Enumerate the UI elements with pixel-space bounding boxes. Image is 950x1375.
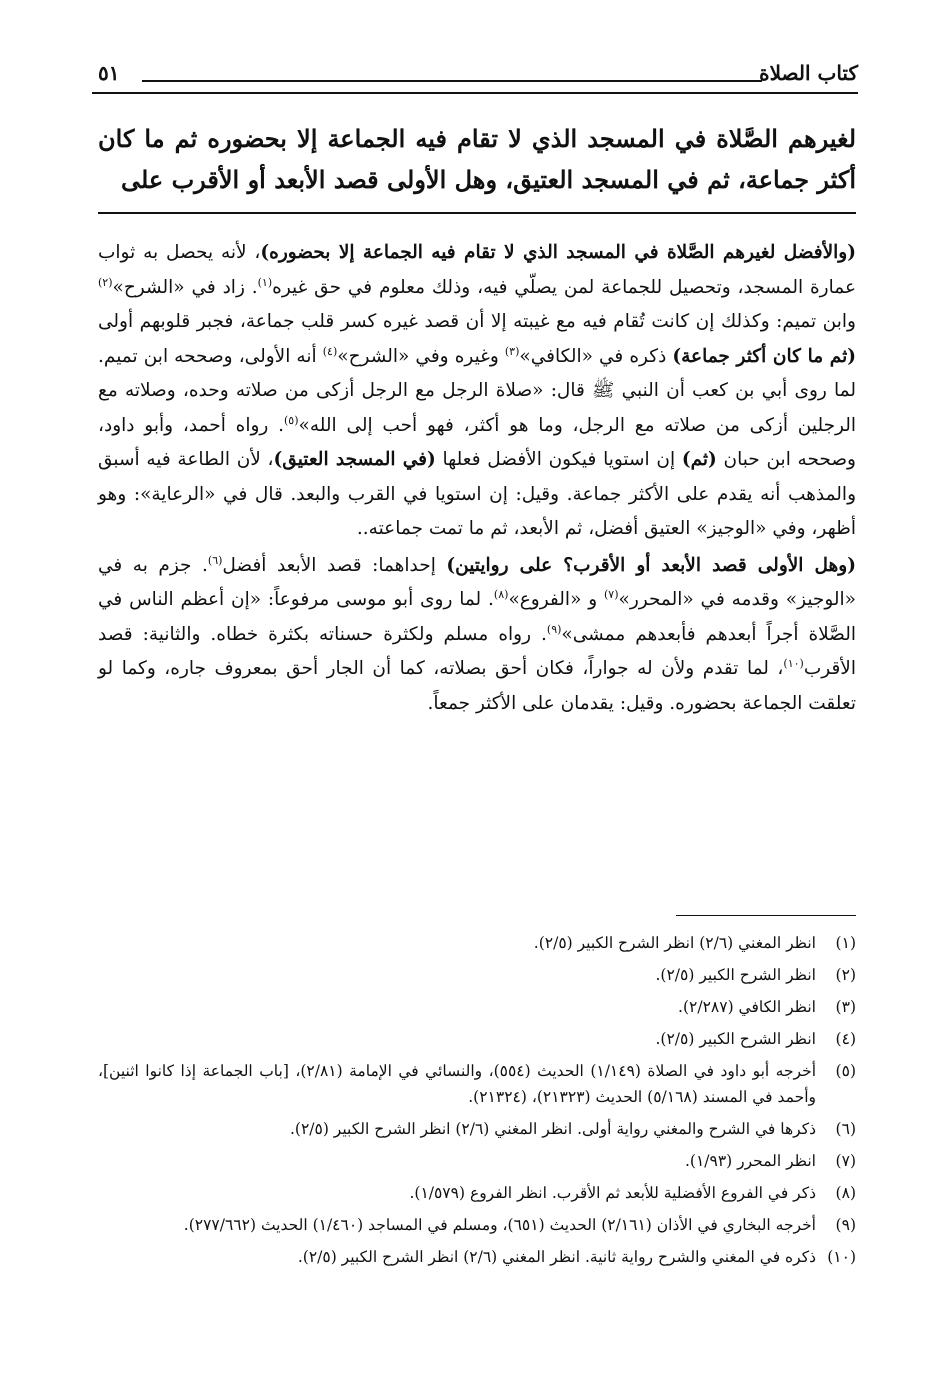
commentary-text: . رواه أحمد، وأبو داود، وصححه ابن حبان	[98, 414, 856, 470]
footnote-text: انظر الكافي (٢/٢٨٧).	[678, 998, 816, 1016]
commentary-text: ، لأن الطاعة فيه أسبق والمذهب أنه يقدم على الأكثر جماعة. وقيل: إن استويا في القرب والبعد. قال في «الرعاية»: وهو أظهر، وفي «الوجيز» العتيق أفضل، ثم الأبعد، ثم ما تمت جماعته..	[98, 449, 856, 539]
footnote-number: (٧)	[835, 1152, 856, 1170]
chapter-title: كتاب الصلاة	[759, 61, 858, 85]
footnote-number: (٤)	[835, 1030, 856, 1048]
running-header	[92, 58, 858, 92]
commentary-text: وابن تميم: وكذلك إن كانت تُقام فيه مع غيبته إلا أن قصد غيره كسر قلب جماعة، فجبر قلوبهم أولى	[98, 311, 856, 332]
footnote-text: أخرجه أبو داود في الصلاة (١/١٤٩) الحديث (٥٥٤)، والنسائي في الإمامة (٢/٨١)، [باب الجماعة إذا كانوا اثنين]، وأحمد في المسند (٥/١٦٨) الحديث (٢١٣٢٣)، (٢١٣٢٤).	[98, 1062, 816, 1106]
commentary-text: ذكره في «الكافي»	[519, 345, 673, 367]
matn-text: لغيرهم الصَّلاة في المسجد الذي لا تقام فيه الجماعة إلا بحضوره ثم ما كان أكثر جماعة، ثم في المسجد العتيق، وهل الأولى قصد الأبعد أو الأقرب على	[98, 124, 857, 194]
footnote-text: ذكرها في الشرح والمغني رواية أولى. انظر المغني (٢/٦) انظر الشرح الكبير (٢/٥).	[289, 1120, 816, 1138]
footnote-number: (٣)	[835, 998, 856, 1016]
footnote-number: (٢)	[835, 966, 856, 984]
footnote-ref[interactable]: (٢)	[98, 275, 113, 289]
footnote-separator	[676, 915, 856, 916]
footnote	[98, 994, 856, 1020]
matn-quote: (ثم ما كان أكثر جماعة)	[672, 345, 856, 367]
footnote-number: (٦)	[835, 1120, 856, 1138]
footnote	[98, 1148, 856, 1174]
footnote-text: ذكره في المغني والشرح رواية ثانية. انظر المغني (٢/٦) انظر الشرح الكبير (٢/٥).	[297, 1248, 816, 1266]
footnote-ref[interactable]: (٦)	[207, 553, 223, 567]
commentary-text: وغيره وفي «الشرح»	[337, 345, 505, 367]
footnote-ref[interactable]: (١٠)	[783, 656, 804, 670]
commentary-text: . زاد في «الشرح»	[112, 276, 258, 298]
footnote-text: انظر الشرح الكبير (٢/٥).	[655, 1030, 816, 1048]
footnote	[98, 930, 856, 956]
commentary-text: إن استويا فيكون الأفضل فعلها	[435, 449, 682, 470]
footnote-number: (١)	[835, 934, 856, 952]
footnote-ref[interactable]: (٨)	[493, 587, 509, 601]
footnote	[98, 1058, 856, 1110]
footnote-number: (٥)	[835, 1062, 856, 1080]
commentary-text: أنه الأولى، وصححه ابن تميم. لما روى أبي بن كعب أن النبي ﷺ قال: «صلاة الرجل مع الرجل أزكى من صلاته وحده، وصلاته مع الرجلين أزكى من صلاته مع الرجل، وما هو أكثر، فهو أحب إلى الله»	[98, 345, 856, 436]
footnote-ref[interactable]: (٤)	[322, 344, 338, 358]
commentary-text: إحداهما: قصد الأبعد أفضل	[222, 554, 447, 576]
header-rule	[142, 80, 762, 82]
footnote	[98, 1180, 856, 1206]
footnote-number: (٨)	[835, 1184, 856, 1202]
footnote	[98, 962, 856, 988]
footnote-ref[interactable]: (١)	[257, 275, 273, 289]
commentary-text: . رواه مسلم ولكثرة حسناته بكثرة خطاه. والثانية: قصد الأقرب	[98, 623, 856, 679]
matn-quote: (والأفضل لغيرهم الصَّلاة في المسجد الذي لا تقام فيه الجماعة إلا بحضوره)	[260, 242, 856, 263]
footnote-number: (١٠)	[827, 1248, 856, 1266]
commentary-paragraph-1	[98, 236, 856, 547]
commentary-text: . جزم به في «الوجيز» وقدمه في «المحرر»	[98, 554, 856, 610]
matn-quote: (وهل الأولى قصد الأبعد أو الأقرب؟ على روايتين)	[446, 554, 856, 576]
footnote-text: انظر المحرر (١/٩٣).	[684, 1152, 816, 1170]
footnote-ref[interactable]: (٧)	[604, 587, 619, 601]
commentary-text: ، لما تقدم ولأن له جواراً، فكان أحق بصلاته، كما أن الجار أحق بمعروف جاره، وكما لو تعلقت الجماعة بحضوره. وقيل: يقدمان على الأكثر جمعاً.	[98, 658, 856, 714]
footnote	[98, 1244, 856, 1270]
footnote-ref[interactable]: (٩)	[546, 622, 562, 636]
footnote-list	[98, 930, 856, 1276]
matn-separator	[98, 212, 856, 214]
header-underline	[92, 92, 858, 94]
footnote-number: (٩)	[835, 1216, 856, 1234]
matn-quote: (في المسجد العتيق)	[273, 449, 436, 470]
commentary-text: و «الفروع»	[508, 589, 604, 610]
commentary-text: . لما روى أبو موسى مرفوعاً: «إن أعظم الناس في الصَّلاة أجراً أبعدهم فأبعدهم ممشى»	[98, 589, 856, 645]
footnote	[98, 1026, 856, 1052]
page-number: ٥١	[98, 61, 120, 85]
footnote	[98, 1116, 856, 1142]
footnote-ref[interactable]: (٣)	[504, 344, 520, 358]
footnote-ref[interactable]: (٥)	[284, 413, 299, 427]
commentary-paragraph-2	[98, 549, 856, 722]
matn-quote: (ثم)	[681, 449, 717, 470]
commentary	[98, 236, 856, 721]
footnote-text: انظر الشرح الكبير (٢/٥).	[655, 966, 816, 984]
footnote-text: انظر المغني (٢/٦) انظر الشرح الكبير (٢/٥).	[533, 934, 816, 952]
footnote	[98, 1212, 856, 1238]
commentary-text: ، لأنه يحصل به ثواب عمارة المسجد، وتحصيل للجماعة لمن يصلّي فيه، وذلك معلوم في حق غيره	[98, 242, 856, 298]
footnote-text: أخرجه البخاري في الأذان (٢/١٦١) الحديث (٦٥١)، ومسلم في المساجد (١/٤٦٠) الحديث (٢٧٧/٦٦٢).	[183, 1216, 816, 1234]
footnote-text: ذكر في الفروع الأفضلية للأبعد ثم الأقرب. انظر الفروع (١/٥٧٩).	[409, 1184, 816, 1202]
